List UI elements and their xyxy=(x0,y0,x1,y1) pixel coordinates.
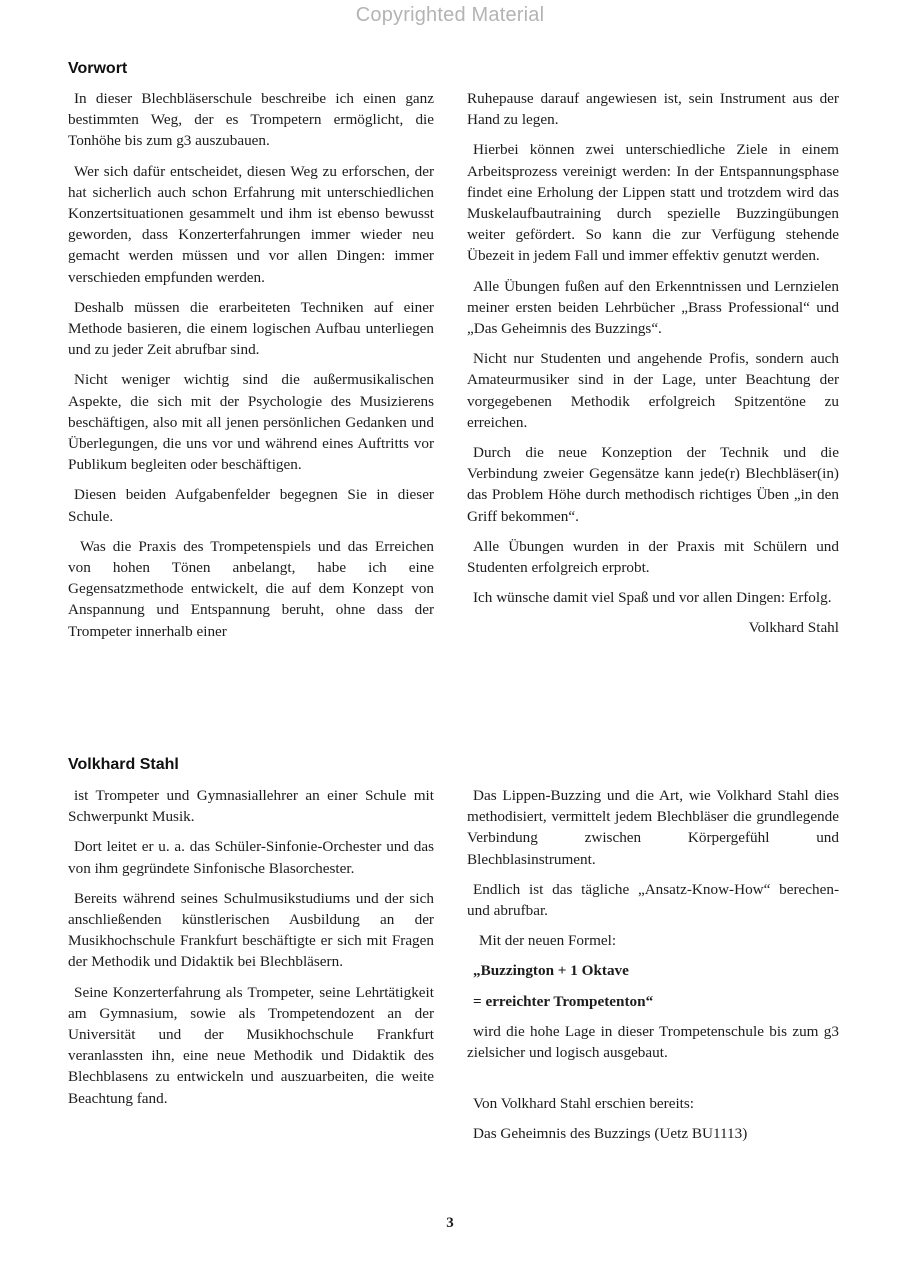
preface-paragraph: Nicht weniger wichtig sind die außermusikalischen Aspekte, die sich mit der Psychologie des Musizierens beschäftigen, also mit all jenen persönlichen Gedanken und Überlegungen, die uns vor und während eines Auftritts vor Publikum begleiten oder beschäftigen. xyxy=(68,371,434,474)
author-left-column xyxy=(68,785,434,1118)
author-paragraph: ist Trompeter und Gymnasiallehrer an einer Schule mit Schwerpunkt Musik. xyxy=(68,787,434,826)
published-title: Das Geheimnis des Buzzings (Uetz BU1113) xyxy=(473,1125,748,1143)
formula-line: = erreichter Trompetenton“ xyxy=(473,992,654,1010)
author-paragraph: Bereits während seines Schulmusikstudiums und der sich anschließenden künstlerischen Ausbildung an der Musikhochschule Frankfurt beschäftigte er sich mit Fragen der Methodik und Didaktik bei Blechbläsern. xyxy=(68,889,434,971)
preface-paragraph: In dieser Blechbläserschule beschreibe ich einen ganz bestimmten Weg, der es Trompetern ermöglicht, die Tonhöhe bis zum g3 auszubauen. xyxy=(68,90,434,150)
preface-right-column xyxy=(467,88,839,648)
preface-paragraph: Ruhepause darauf angewiesen ist, sein Instrument aus der Hand zu legen. xyxy=(467,90,839,129)
preface-paragraph: Hierbei können zwei unterschiedliche Ziele in einem Arbeitsprozess vereinigt werden: In der Entspannungsphase findet eine Erholung der Lippen statt und trotzdem wird das Muskelaufbautraining durch spezielle Buzzingübungen weiter gefördert. So kann die zur Verfügung stehende Übezeit in jedem Fall und immer effektiv genutzt werden. xyxy=(467,141,839,265)
formula-line: „Buzzington + 1 Oktave xyxy=(473,962,629,980)
preface-paragraph: Wer sich dafür entscheidet, diesen Weg zu erforschen, der hat sicherlich auch schon Erfahrung mit unterschiedlichen Konzertsituationen gesammelt und ihm ist ebenso bewusst geworden, dass Konzerterfahrungen immer wieder neu gemacht werden müssen und vor allen Dingen: immer verschieden empfunden werden. xyxy=(68,162,434,286)
preface-left-column xyxy=(68,88,434,651)
author-paragraph: Endlich ist das tägliche „Ansatz-Know-How“ berechen- und abrufbar. xyxy=(467,880,839,920)
author-heading: Volkhard Stahl xyxy=(68,756,179,773)
preface-signature: Volkhard Stahl xyxy=(748,619,839,637)
author-paragraph: Mit der neuen Formel: xyxy=(479,932,617,950)
author-right-column xyxy=(467,785,839,1154)
copyright-watermark: Copyrighted Material xyxy=(355,4,545,26)
preface-paragraph: Diesen beiden Aufgabenfelder begegnen Sie in dieser Schule. xyxy=(68,486,434,525)
preface-paragraph: Was die Praxis des Trompetenspiels und das Erreichen von hohen Tönen anbelangt, habe ich eine Gegensatzmethode entwickelt, die auf dem Konzept von Anspannung und Entspannung beruht, ohne dass der Trompeter innerhalb einer xyxy=(68,537,434,640)
preface-paragraph: Nicht nur Studenten und angehende Profis, sondern auch Amateurmusiker sind in der Lage, unter Beachtung der vorgegebenen Methodik erfolgreich Spitzentöne zu erreichen. xyxy=(467,350,839,431)
preface-paragraph: Alle Übungen wurden in der Praxis mit Schülern und Studenten erfolgreich erprobt. xyxy=(467,537,839,577)
author-paragraph: Das Lippen-Buzzing und die Art, wie Volkhard Stahl dies methodisiert, vermittelt jedem Blechbläser die grundlegende Verbindung zwischen Körpergefühl und Blechblasinstrument. xyxy=(467,787,839,868)
author-paragraph: wird die hohe Lage in dieser Trompetenschule bis zum g3 zielsicher und logisch ausgebaut. xyxy=(467,1022,839,1062)
preface-paragraph: Deshalb müssen die erarbeiteten Techniken auf einer Methode basieren, die einem logischen Aufbau unterliegen und zu jeder Zeit abrufbar sind. xyxy=(68,298,434,359)
preface-heading: Vorwort xyxy=(68,60,128,77)
author-paragraph: Dort leitet er u. a. das Schüler-Sinfonie-Orchester und das von ihm gegründete Sinfonische Blasorchester. xyxy=(68,838,434,877)
preface-paragraph: Durch die neue Konzeption der Technik und die Verbindung zweier Gegensätze kann jede(r) Blechbläser(in) das Problem Höhe durch methodisch richtiges Üben „in den Griff bekommen“. xyxy=(467,444,839,525)
preface-paragraph: Ich wünsche damit viel Spaß und vor allen Dingen: Erfolg. xyxy=(473,589,832,607)
page-number: 3 xyxy=(446,1215,454,1231)
author-paragraph: Seine Konzerterfahrung als Trompeter, seine Lehrtätigkeit am Gymnasium, sowie als Trompetendozent an der Universität und der Musikhochschule Frankfurt veranlassten ihn, eine neue Methodik und Didaktik des Blechblasens zu entwickeln und auszuarbeiten, die weite Beachtung fand. xyxy=(68,983,434,1107)
published-intro: Von Volkhard Stahl erschien bereits: xyxy=(473,1095,695,1113)
preface-paragraph: Alle Übungen fußen auf den Erkenntnissen und Lernzielen meiner ersten beiden Lehrbücher „Brass Professional“ und „Das Geheimnis des Buzzings“. xyxy=(467,277,839,338)
